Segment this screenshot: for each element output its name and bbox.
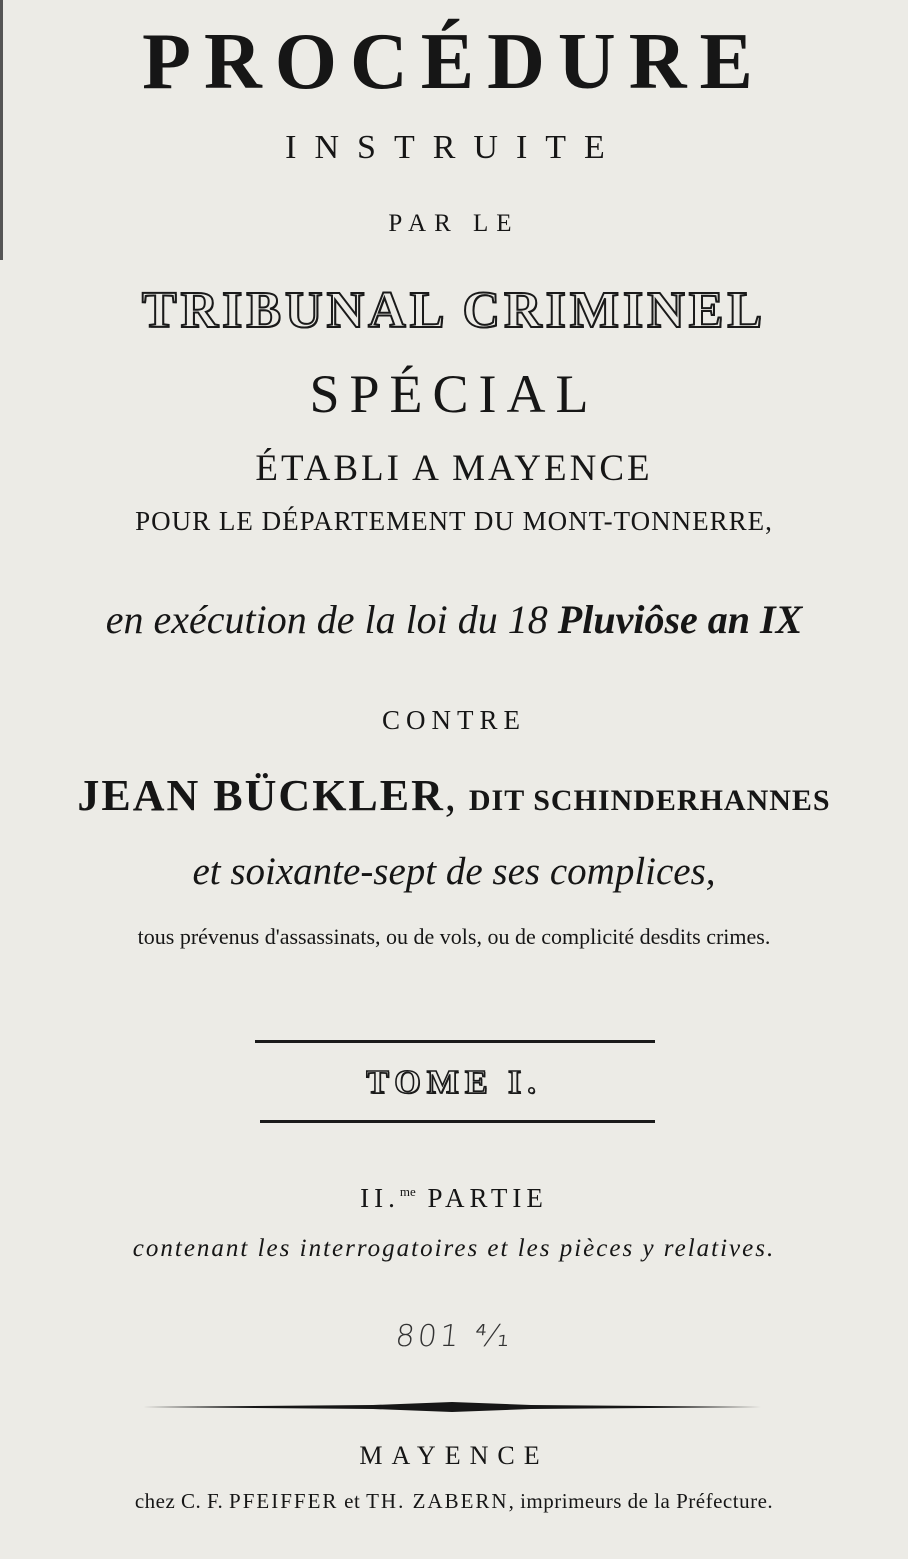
imprint-role: , imprimeurs de la Préfecture. xyxy=(508,1489,774,1513)
subtitle-par-le: PAR LE xyxy=(388,210,520,237)
location-heading: ÉTABLI A MAYENCE xyxy=(255,448,653,489)
imprint-et: et xyxy=(338,1489,367,1513)
divider-top xyxy=(255,1040,655,1043)
imprint-printer-2: TH. ZABERN xyxy=(366,1489,509,1513)
charges-line: tous prévenus d'assassinats, ou de vols, ou de complicité desdits crimes. xyxy=(137,924,771,949)
accused-alias: SCHINDERHANNES xyxy=(533,784,831,817)
divider-bottom xyxy=(260,1120,655,1123)
law-reference-prefix: en exécution de la loi du 18 xyxy=(105,597,558,642)
handwritten-shelfmark: 801 ⁴⁄₁ xyxy=(393,1319,515,1354)
part-label: PARTIE xyxy=(415,1183,548,1213)
volume-label: TOME I. xyxy=(366,1064,542,1101)
accused-separator: , xyxy=(444,771,469,820)
alias-prefix: DIT xyxy=(468,784,534,817)
contre-label: CONTRE xyxy=(382,705,526,735)
imprint-chez: chez C. F. xyxy=(134,1489,230,1513)
part-number: II. xyxy=(360,1183,400,1213)
imprint-city: MAYENCE xyxy=(359,1441,549,1470)
accomplices-line: et soixante-sept de ses complices, xyxy=(192,850,716,893)
part-superscript: me xyxy=(399,1184,416,1199)
part-contents: contenant les interrogatoires et les pièces y relatives. xyxy=(132,1235,776,1262)
subtitle-instruite: INSTRUITE xyxy=(285,129,623,166)
imprint-line xyxy=(0,1491,908,1512)
part-heading xyxy=(0,1185,908,1212)
main-title: PROCÉDURE xyxy=(142,18,766,106)
department-line: POUR LE DÉPARTEMENT DU MONT-TONNERRE, xyxy=(135,506,773,536)
law-reference xyxy=(0,597,908,642)
tribunal-heading: TRIBUNAL CRIMINEL xyxy=(141,282,767,339)
law-reference-date: Pluviôse an IX xyxy=(557,597,803,642)
accused-line xyxy=(0,771,908,820)
special-heading: SPÉCIAL xyxy=(309,364,599,424)
imprint-printer-1: PFEIFFER xyxy=(229,1489,339,1513)
ornamental-rule xyxy=(143,1402,761,1412)
accused-name: JEAN BÜCKLER xyxy=(77,771,445,820)
